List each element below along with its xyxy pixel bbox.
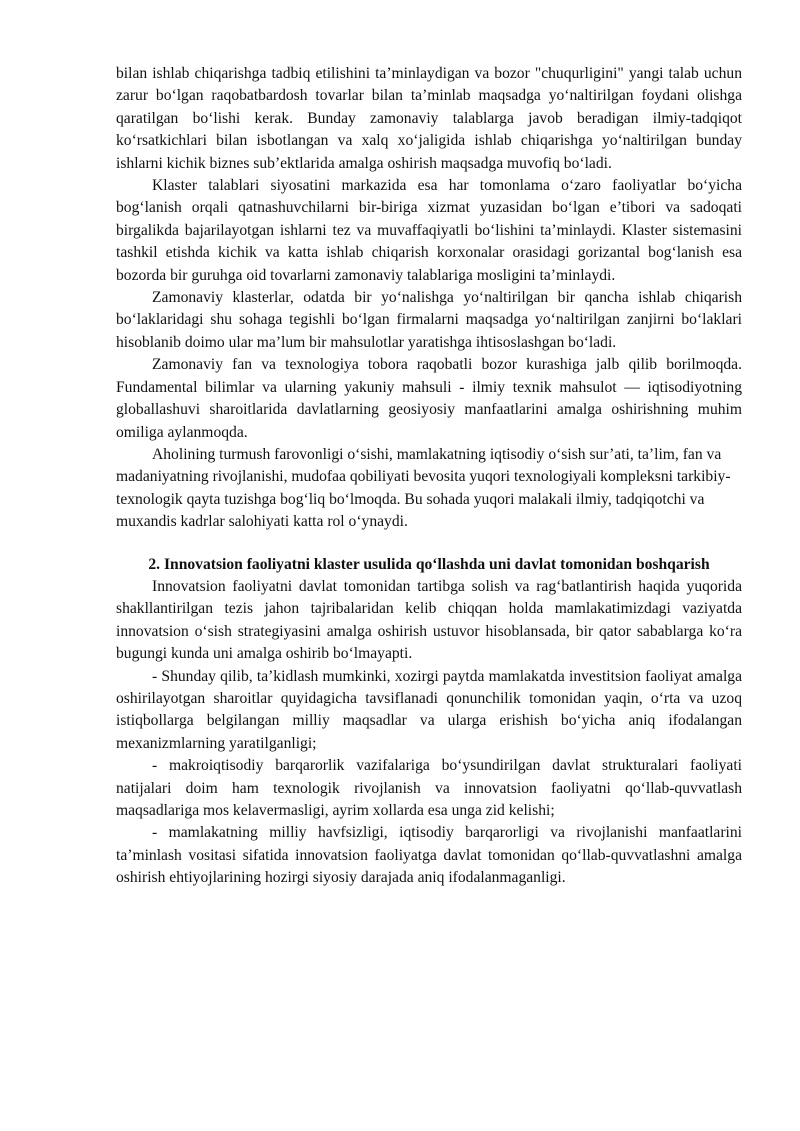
paragraph-cluster-policy: Klaster talablari siyosatini markazida esa har tomonlama o‘zaro faoliyatlar bo‘yicha bog‘lanish orqali qatnashuvchilarni bir-biriga xizmat yuzasidan bo‘lgan e’tibori va sadoqati birgalikda bajarilayotgan ishlarni tez va muvaffaqiyatli bo‘lishini ta’minlaydi. Klaster sistemasini tashkil etishda kichik va katta ishlab chiqarish korxonalar orasidagi gorizantal bog‘lanish esa bozorda bir guruhga oid tovarlarni zamonaviy talablariga mosligini ta’minlaydi. [116,177,742,284]
list-item-macroeconomic-stability: - makroiqtisodiy barqarorlik vazifalariga bo‘ysundirilgan davlat strukturalari faoliyati natijalari doim ham texnologik rivojlanish va innovatsion faoliyatni qo‘llab-quvvatlash maqsadlariga mos kelavermasligi, ayrim xollarda esa unga zid kelishi; [116,757,742,819]
paragraph-modern-clusters: Zamonaviy klasterlar, odatda bir yo‘nalishga yo‘naltirilgan bir qancha ishlab chiqarish bo‘laklaridagi shu sohaga tegishli bo‘lgan firmalarni maqsadga yo‘naltirilgan zanjirni bo‘laklari hisoblanib doimo ular ma’lum bir mahsulotlar yaratishga ihtisoslashgan bo‘ladi. [116,289,742,351]
paragraph-science-technology: Zamonaviy fan va texnologiya tobora raqobatli bozor kurashiga jalb qilib borilmoqda. Fundamental bilimlar va ularning yakuniy mahsuli - ilmiy texnik mahsulot — iqtisodiyotning globallashuvi sharoitlarida davlatlarning geosiyosiy manfaatlarini amalga oshirishning muhim omiliga aylanmoqda. [116,356,742,441]
list-item-investment-conditions: - Shunday qilib, ta’kidlash mumkinki, xozirgi paytda mamlakatda investitsion faoliyat amalga oshirilayotgan sharoitlar quyidagicha tavsiflanadi qonunchilik tomonidan yaqin, o‘rta va uzoq istiqbollarga belgilangan milliy maqsadlar va ularga erishish bo‘yicha aniq ifodalangan mexanizmlarning yaratilganligi; [116,667,742,752]
document-page [116,63,742,890]
paragraph-continuation: bilan ishlab chiqarishga tadbiq etilishini ta’minlaydigan va bozor "chuqurligini" yangi talab uchun zarur bo‘lgan raqobatbardosh tovarlar bilan ta’minlab maqsadga yo‘naltirilgan foydani olishga qaratilgan bo‘lishi kerak. Bunday zamonaviy talablarga javob beradigan ilmiy-tadqiqot ko‘rsatkichlari bilan isbotlangan va xalq xo‘jaligida ishlab chiqarishga yo‘naltirilgan bunday ishlarni kichik biznes sub’ektlarida amalga oshirish maqsadga muvofiq bo‘ladi. [116,65,742,172]
list-item-national-security: - mamlakatning milliy havfsizligi, iqtisodiy barqarorligi va rivojlanishi manfaatlarini ta’minlash vositasi sifatida innovatsion faoliyatga davlat tomonidan qo‘llab-quvvatlashni amalga oshirish ehtiyojlarining hozirgi siyosiy darajada aniq ifodalanmaganligi. [116,824,742,887]
paragraph-population-welfare: Aholining turmush farovonligi o‘sishi, mamlakatning iqtisodiy o‘sish sur’ati, ta’lim, fan va madaniyatning rivojlanishi, mudofaa qobiliyati bevosita yuqori texnologiyali kompleksni tarkibiy-texnologik qayta tuzishga bog‘liq bo‘lmoqda. Bu sohada yuqori malakali ilmiy, tadqiqotchi va muxandis kadrlar salohiyati katta rol o‘ynaydi. [116,445,731,531]
paragraph-innovation-regulation: Innovatsion faoliyatni davlat tomonidan tartibga solish va rag‘batlantirish haqida yuqorida shakllantirilgan tezis jahon tajribalaridan kelib chiqqan holda mamlakatimizdagi vaziyatda innovatsion o‘sish strategiyasini amalga oshirish ustuvor hisoblansada, bir qator sabablarga ko‘ra bugungi kunda uni amalga oshirib bo‘lmayapti. [116,577,742,663]
section-heading: 2. Innovatsion faoliyatni klaster usulida qo‘llashda uni davlat tomonidan boshqarish [148,555,710,573]
